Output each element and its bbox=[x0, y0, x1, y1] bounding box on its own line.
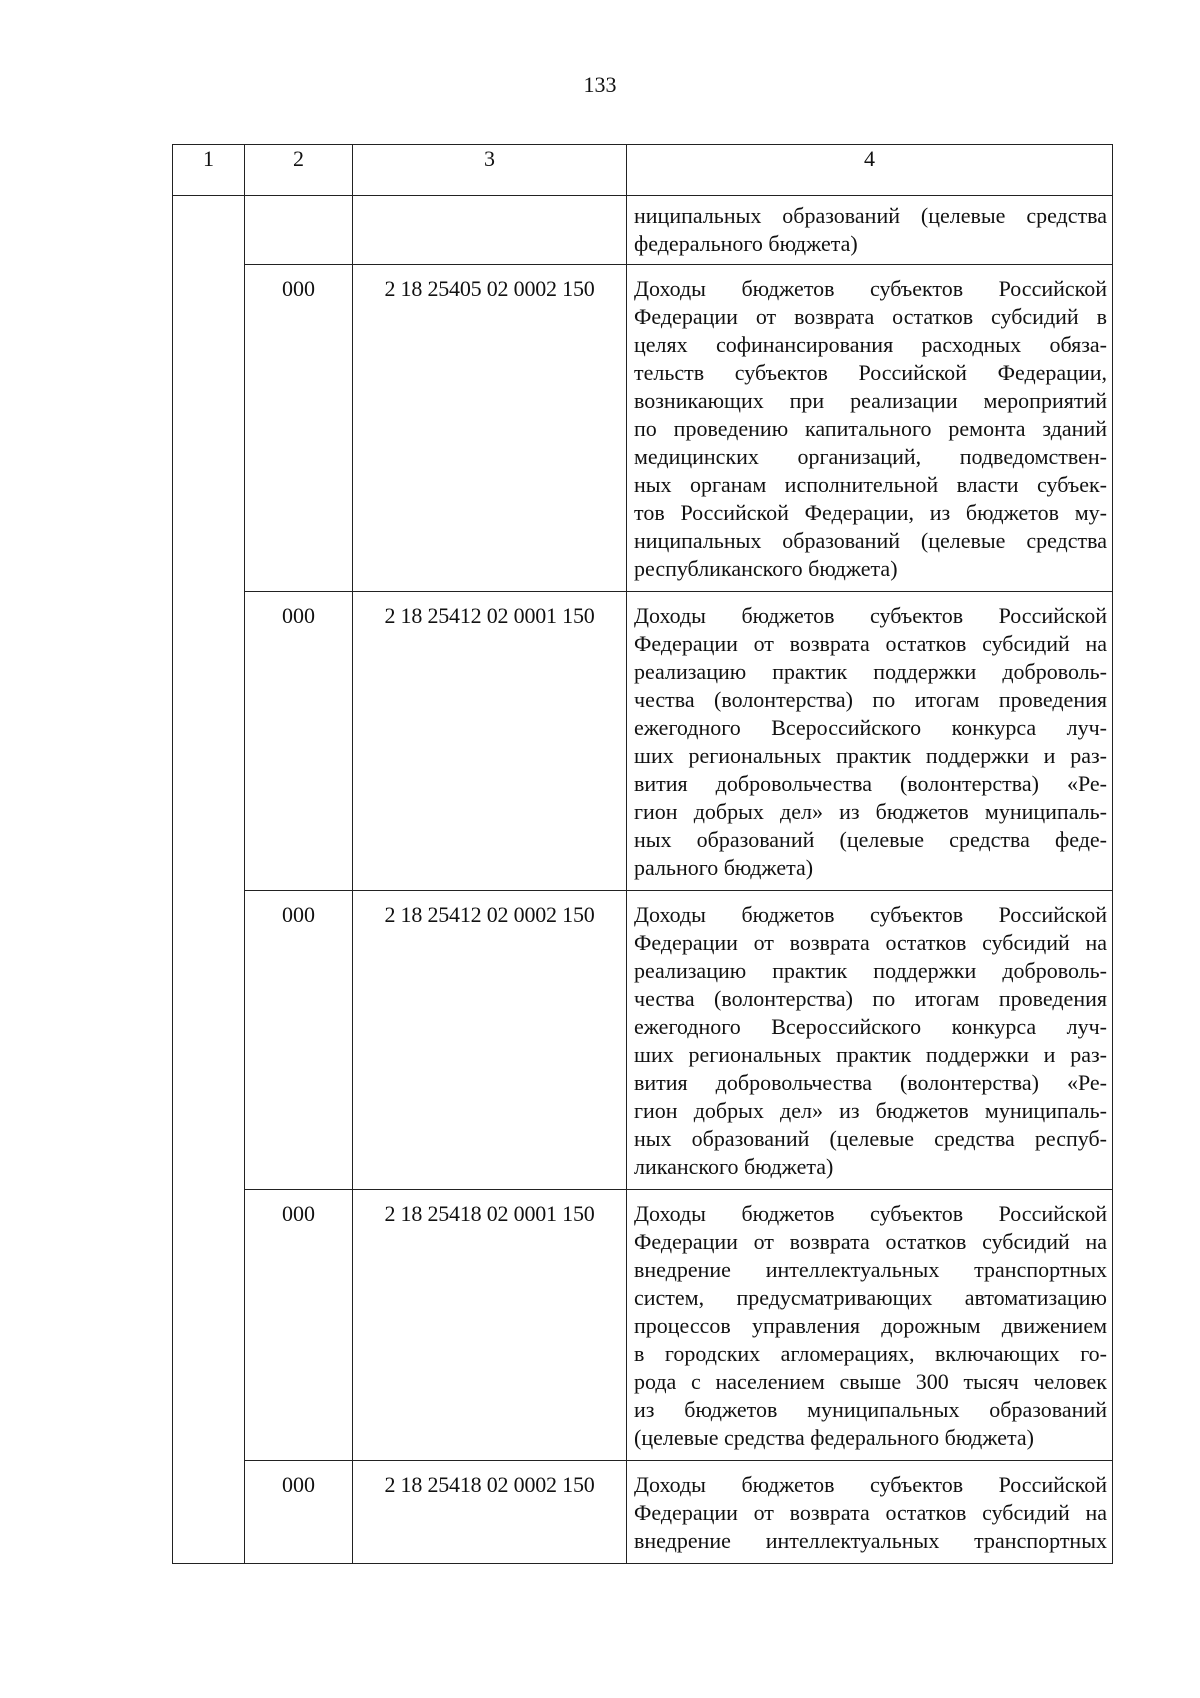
description-cell bbox=[627, 891, 1113, 1190]
table-row bbox=[173, 592, 1113, 891]
description-line: ликанского бюджета) bbox=[634, 1154, 834, 1179]
description-line: ниципальных образований (целевые средства bbox=[634, 203, 1107, 228]
description-line: чества (волонтерства) по итогам проведения bbox=[634, 986, 1107, 1011]
admin-code-cell: 000 bbox=[245, 592, 353, 891]
description-line: ших региональных практик поддержки и раз- bbox=[634, 743, 1107, 768]
description-line: гион добрых дел» из бюджетов муниципаль- bbox=[634, 799, 1107, 824]
description-line: Доходы бюджетов субъектов Российской bbox=[634, 276, 1107, 301]
description-line: тов Российской Федерации, из бюджетов му- bbox=[634, 500, 1107, 525]
column-header-1: 1 bbox=[173, 145, 245, 196]
description-line: ных органам исполнительной власти субъек- bbox=[634, 472, 1107, 497]
budget-code-cell bbox=[353, 196, 627, 265]
description-line: ежегодного Всероссийского конкурса луч- bbox=[634, 1014, 1107, 1039]
description-line: Доходы бюджетов субъектов Российской bbox=[634, 603, 1107, 628]
description-cell bbox=[627, 196, 1113, 265]
description-line: процессов управления дорожным движением bbox=[634, 1313, 1107, 1338]
description-line: Доходы бюджетов субъектов Российской bbox=[634, 1201, 1107, 1226]
admin-code-cell: 000 bbox=[245, 265, 353, 592]
description-line: Доходы бюджетов субъектов Российской bbox=[634, 1472, 1107, 1497]
description-cell bbox=[627, 592, 1113, 891]
budget-code-cell: 2 18 25418 02 0002 150 bbox=[353, 1461, 627, 1564]
description-line: реализацию практик поддержки доброволь- bbox=[634, 958, 1107, 983]
page-number: 133 bbox=[583, 72, 617, 97]
description-cell bbox=[627, 265, 1113, 592]
description-cell bbox=[627, 1190, 1113, 1461]
description-line: ных образований (целевые средства феде- bbox=[634, 827, 1107, 852]
description-line: рода с населением свыше 300 тысяч человек bbox=[634, 1369, 1107, 1394]
description-line: республиканского бюджета) bbox=[634, 556, 898, 581]
description-line: Федерации от возврата остатков субсидий на bbox=[634, 930, 1107, 955]
description-line: ших региональных практик поддержки и раз- bbox=[634, 1042, 1107, 1067]
budget-code-cell: 2 18 25418 02 0001 150 bbox=[353, 1190, 627, 1461]
description-line: федерального бюджета) bbox=[634, 231, 858, 256]
column-header-4: 4 bbox=[627, 145, 1113, 196]
description-line: внедрение интеллектуальных транспортных bbox=[634, 1528, 1107, 1553]
description-line: Федерации от возврата остатков субсидий в bbox=[634, 304, 1107, 329]
budget-code-cell: 2 18 25412 02 0001 150 bbox=[353, 592, 627, 891]
description-line: из бюджетов муниципальных образований bbox=[634, 1397, 1107, 1422]
description-cell bbox=[627, 1461, 1113, 1564]
admin-code-cell: 000 bbox=[245, 1461, 353, 1564]
description-line: по проведению капитального ремонта зданий bbox=[634, 416, 1107, 441]
table-row bbox=[173, 1190, 1113, 1461]
description-line: Федерации от возврата остатков субсидий на bbox=[634, 631, 1107, 656]
description-line: Федерации от возврата остатков субсидий на bbox=[634, 1229, 1107, 1254]
description-line: тельств субъектов Российской Федерации, bbox=[634, 360, 1107, 385]
budget-revenue-table bbox=[172, 144, 1113, 1564]
table-row bbox=[173, 1461, 1113, 1564]
budget-code-cell: 2 18 25412 02 0002 150 bbox=[353, 891, 627, 1190]
description-line: в городских агломерациях, включающих го- bbox=[634, 1341, 1107, 1366]
description-line: систем, предусматривающих автоматизацию bbox=[634, 1285, 1107, 1310]
description-line: вития добровольчества (волонтерства) «Ре- bbox=[634, 1070, 1107, 1095]
column-header-3: 3 bbox=[353, 145, 627, 196]
description-line: гион добрых дел» из бюджетов муниципаль- bbox=[634, 1098, 1107, 1123]
description-line: медицинских организаций, подведомствен- bbox=[634, 444, 1107, 469]
description-line: (целевые средства федерального бюджета) bbox=[634, 1425, 1034, 1450]
group-cell bbox=[173, 196, 245, 1564]
admin-code-cell bbox=[245, 196, 353, 265]
description-line: ежегодного Всероссийского конкурса луч- bbox=[634, 715, 1107, 740]
column-header-2: 2 bbox=[245, 145, 353, 196]
budget-code-cell: 2 18 25405 02 0002 150 bbox=[353, 265, 627, 592]
description-line: вития добровольчества (волонтерства) «Ре- bbox=[634, 771, 1107, 796]
description-line: целях софинансирования расходных обяза- bbox=[634, 332, 1107, 357]
description-line: внедрение интеллектуальных транспортных bbox=[634, 1257, 1107, 1282]
admin-code-cell: 000 bbox=[245, 891, 353, 1190]
table-row bbox=[173, 265, 1113, 592]
description-line: Доходы бюджетов субъектов Российской bbox=[634, 902, 1107, 927]
description-line: реализацию практик поддержки доброволь- bbox=[634, 659, 1107, 684]
table-header-row bbox=[173, 145, 1113, 196]
description-line: рального бюджета) bbox=[634, 855, 814, 880]
description-line: ных образований (целевые средства респуб- bbox=[634, 1126, 1107, 1151]
description-line: чества (волонтерства) по итогам проведения bbox=[634, 687, 1107, 712]
table-row bbox=[173, 891, 1113, 1190]
table-row-continuation bbox=[173, 196, 1113, 265]
description-line: ниципальных образований (целевые средства bbox=[634, 528, 1107, 553]
admin-code-cell: 000 bbox=[245, 1190, 353, 1461]
description-line: Федерации от возврата остатков субсидий на bbox=[634, 1500, 1107, 1525]
description-line: возникающих при реализации мероприятий bbox=[634, 388, 1107, 413]
